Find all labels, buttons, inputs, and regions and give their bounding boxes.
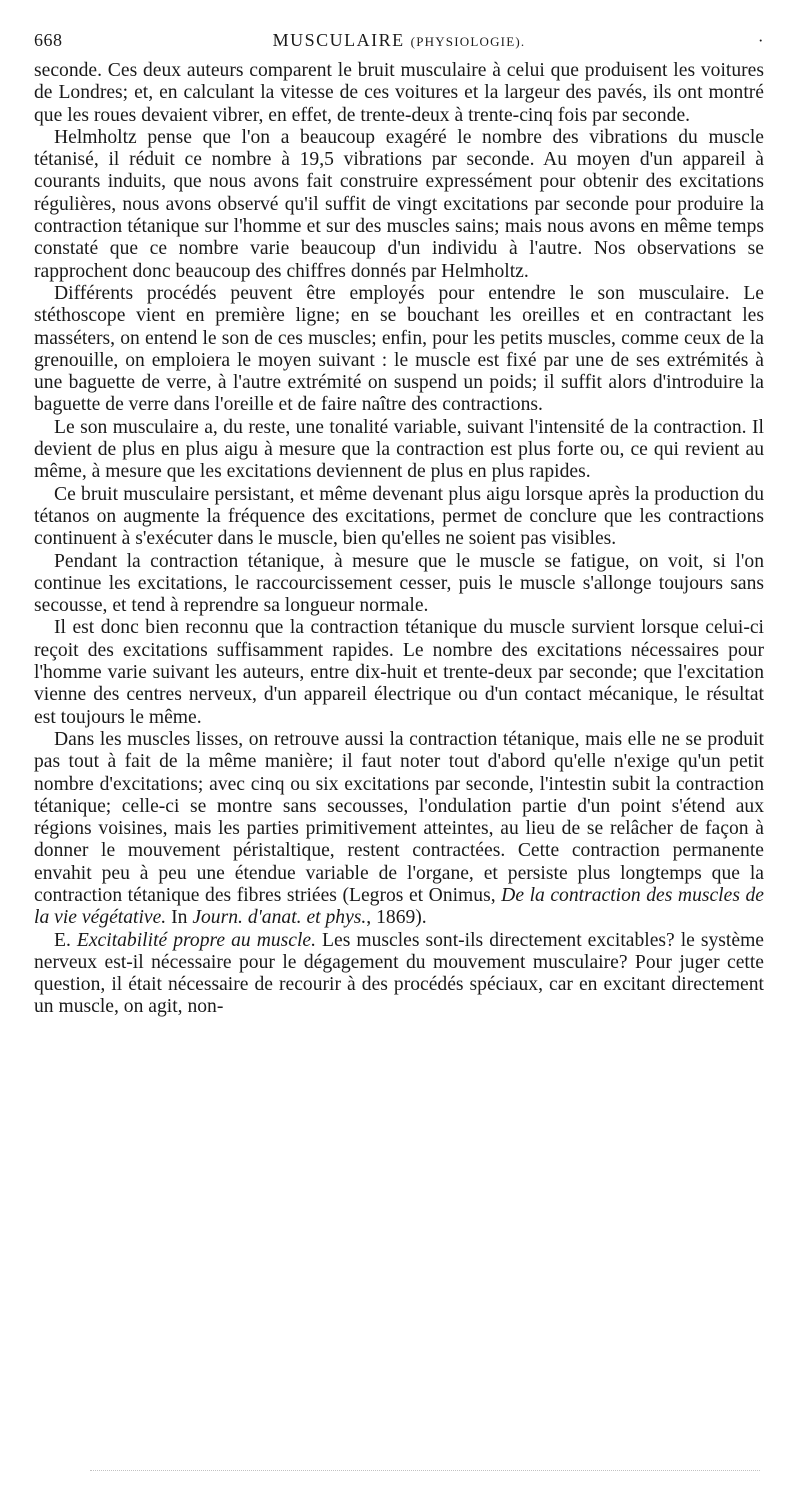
running-title (94, 30, 704, 51)
body-text (34, 60, 764, 1019)
excitabilite-text: Les muscles sont-ils directement excitables? le système nerveux est-il nécessaire pour le dégagement du mouvement musculaire? Pour juger cette question, il était nécessaire de recourir à des procédés spéciaux, car en excitant directement un muscle, on agit, non- (34, 929, 765, 1018)
document-page (34, 30, 764, 1019)
paragraph-continuation: seconde. Ces deux auteurs comparent le bruit musculaire à celui que produisent les voitures de Londres; et, en calculant la vitesse de ces voitures et la largeur des pavés, ils ont montré que les roues devaient vibrer, en effet, de trente-deux à trente-cinq fois par seconde. (34, 60, 764, 126)
running-header (34, 30, 764, 60)
paragraph-muscles-lisses (34, 729, 764, 930)
paragraph-procedes: Différents procédés peuvent être employés pour entendre le son musculaire. Le stéthoscope vient en première ligne; en se bouchant les oreilles et en contractant les masséters, on entend le son de ces muscles; enfin, pour les petits muscles, comme ceux de la grenouille, on emploiera le moyen suivant : le muscle est fixé par une de ses extrémités à une baguette de verre, à l'autre extrémité on suspend un poids; il suffit alors d'introduire la baguette de verre dans l'oreille et de faire naître des contractions. (34, 282, 764, 416)
paragraph-excitations: Il est donc bien reconnu que la contraction tétanique du muscle survient lorsque celui-ci reçoit des excitations suffisamment rapides. Le nombre des excitations nécessaires pour l'homme varie suivant les auteurs, entre dix-huit et trente-deux par seconde; que l'excitation vienne des centres nerveux, d'un appareil électrique ou d'un contact mécanique, le résultat est toujours le même. (34, 617, 764, 728)
paragraph-fatigue: Pendant la contraction tétanique, à mesure que le muscle se fatigue, on voit, si l'on continue les excitations, le raccourcissement cesser, puis le muscle s'allonge toujours sans secousse, et tend à reprendre sa longueur normale. (34, 550, 764, 617)
footer-rule (90, 1470, 760, 1471)
page-number: 668 (34, 30, 63, 50)
paragraph-excitabilite (34, 930, 764, 1019)
lisses-text-b: In (166, 907, 193, 929)
lisses-citation-title: De la contraction des muscles de la vie végétative. (34, 884, 764, 929)
running-title-main: MUSCULAIRE (272, 30, 405, 50)
section-title: Excitabilité propre au muscle. (76, 929, 317, 951)
paragraph-bruit-persistant: Ce bruit musculaire persistant, et même devenant plus aigu lorsque après la production du tétanos on augmente la fréquence des excitations, permet de conclure que les contractions continuent à s'exécuter dans le muscle, bien qu'elles ne soient pas visibles. (34, 483, 764, 550)
lisses-text-c: , 1869). (366, 907, 427, 929)
running-title-sub: (PHYSIOLOGIE). (410, 34, 526, 49)
section-label: E. (54, 929, 77, 951)
lisses-journal: Journ. d'anat. et phys. (192, 907, 367, 929)
header-mark: · (757, 31, 764, 50)
lisses-text-a: Dans les muscles lisses, on retrouve aussi la contraction tétanique, mais elle ne se produit pas tout à fait de la même manière; il faut noter tout d'abord qu'elle n'exige qu'un petit nombre d'excitations; avec cinq ou six excitations par seconde, l'intestin subit la contraction tétanique; celle-ci se montre sans secousses, l'ondulation partie d'un point s'étend aux régions voisines, mais les parties primitivement atteintes, au lieu de se relâcher de façon à donner le mouvement péristaltique, restent contractées. Cette contraction permanente envahit peu à peu une étendue variable de l'organe, et persiste plus longtemps que la contraction tétanique des fibres striées (Legros et Onimus, (34, 728, 764, 906)
paragraph-helmholtz: Helmholtz pense que l'on a beaucoup exagéré le nombre des vibrations du muscle tétanisé, il réduit ce nombre à 19,5 vibrations par seconde. Au moyen d'un appareil à courants induits, que nous avons fait construire expressément pour obtenir des excitations régulières, nous avons observé qu'il suffit de vingt excitations par seconde pour produire la contraction tétanique sur l'homme et sur des muscles sains; mais nous avons en même temps constaté que ce nombre varie beaucoup d'un individu à l'autre. Nos observations se rapprochent donc beaucoup des chiffres donnés par Helmholtz. (34, 126, 764, 282)
paragraph-tonalite: Le son musculaire a, du reste, une tonalité variable, suivant l'intensité de la contraction. Il devient de plus en plus aigu à mesure que la contraction est plus forte ou, ce qui revient au même, à mesure que les excitations deviennent de plus en plus rapides. (34, 416, 764, 483)
